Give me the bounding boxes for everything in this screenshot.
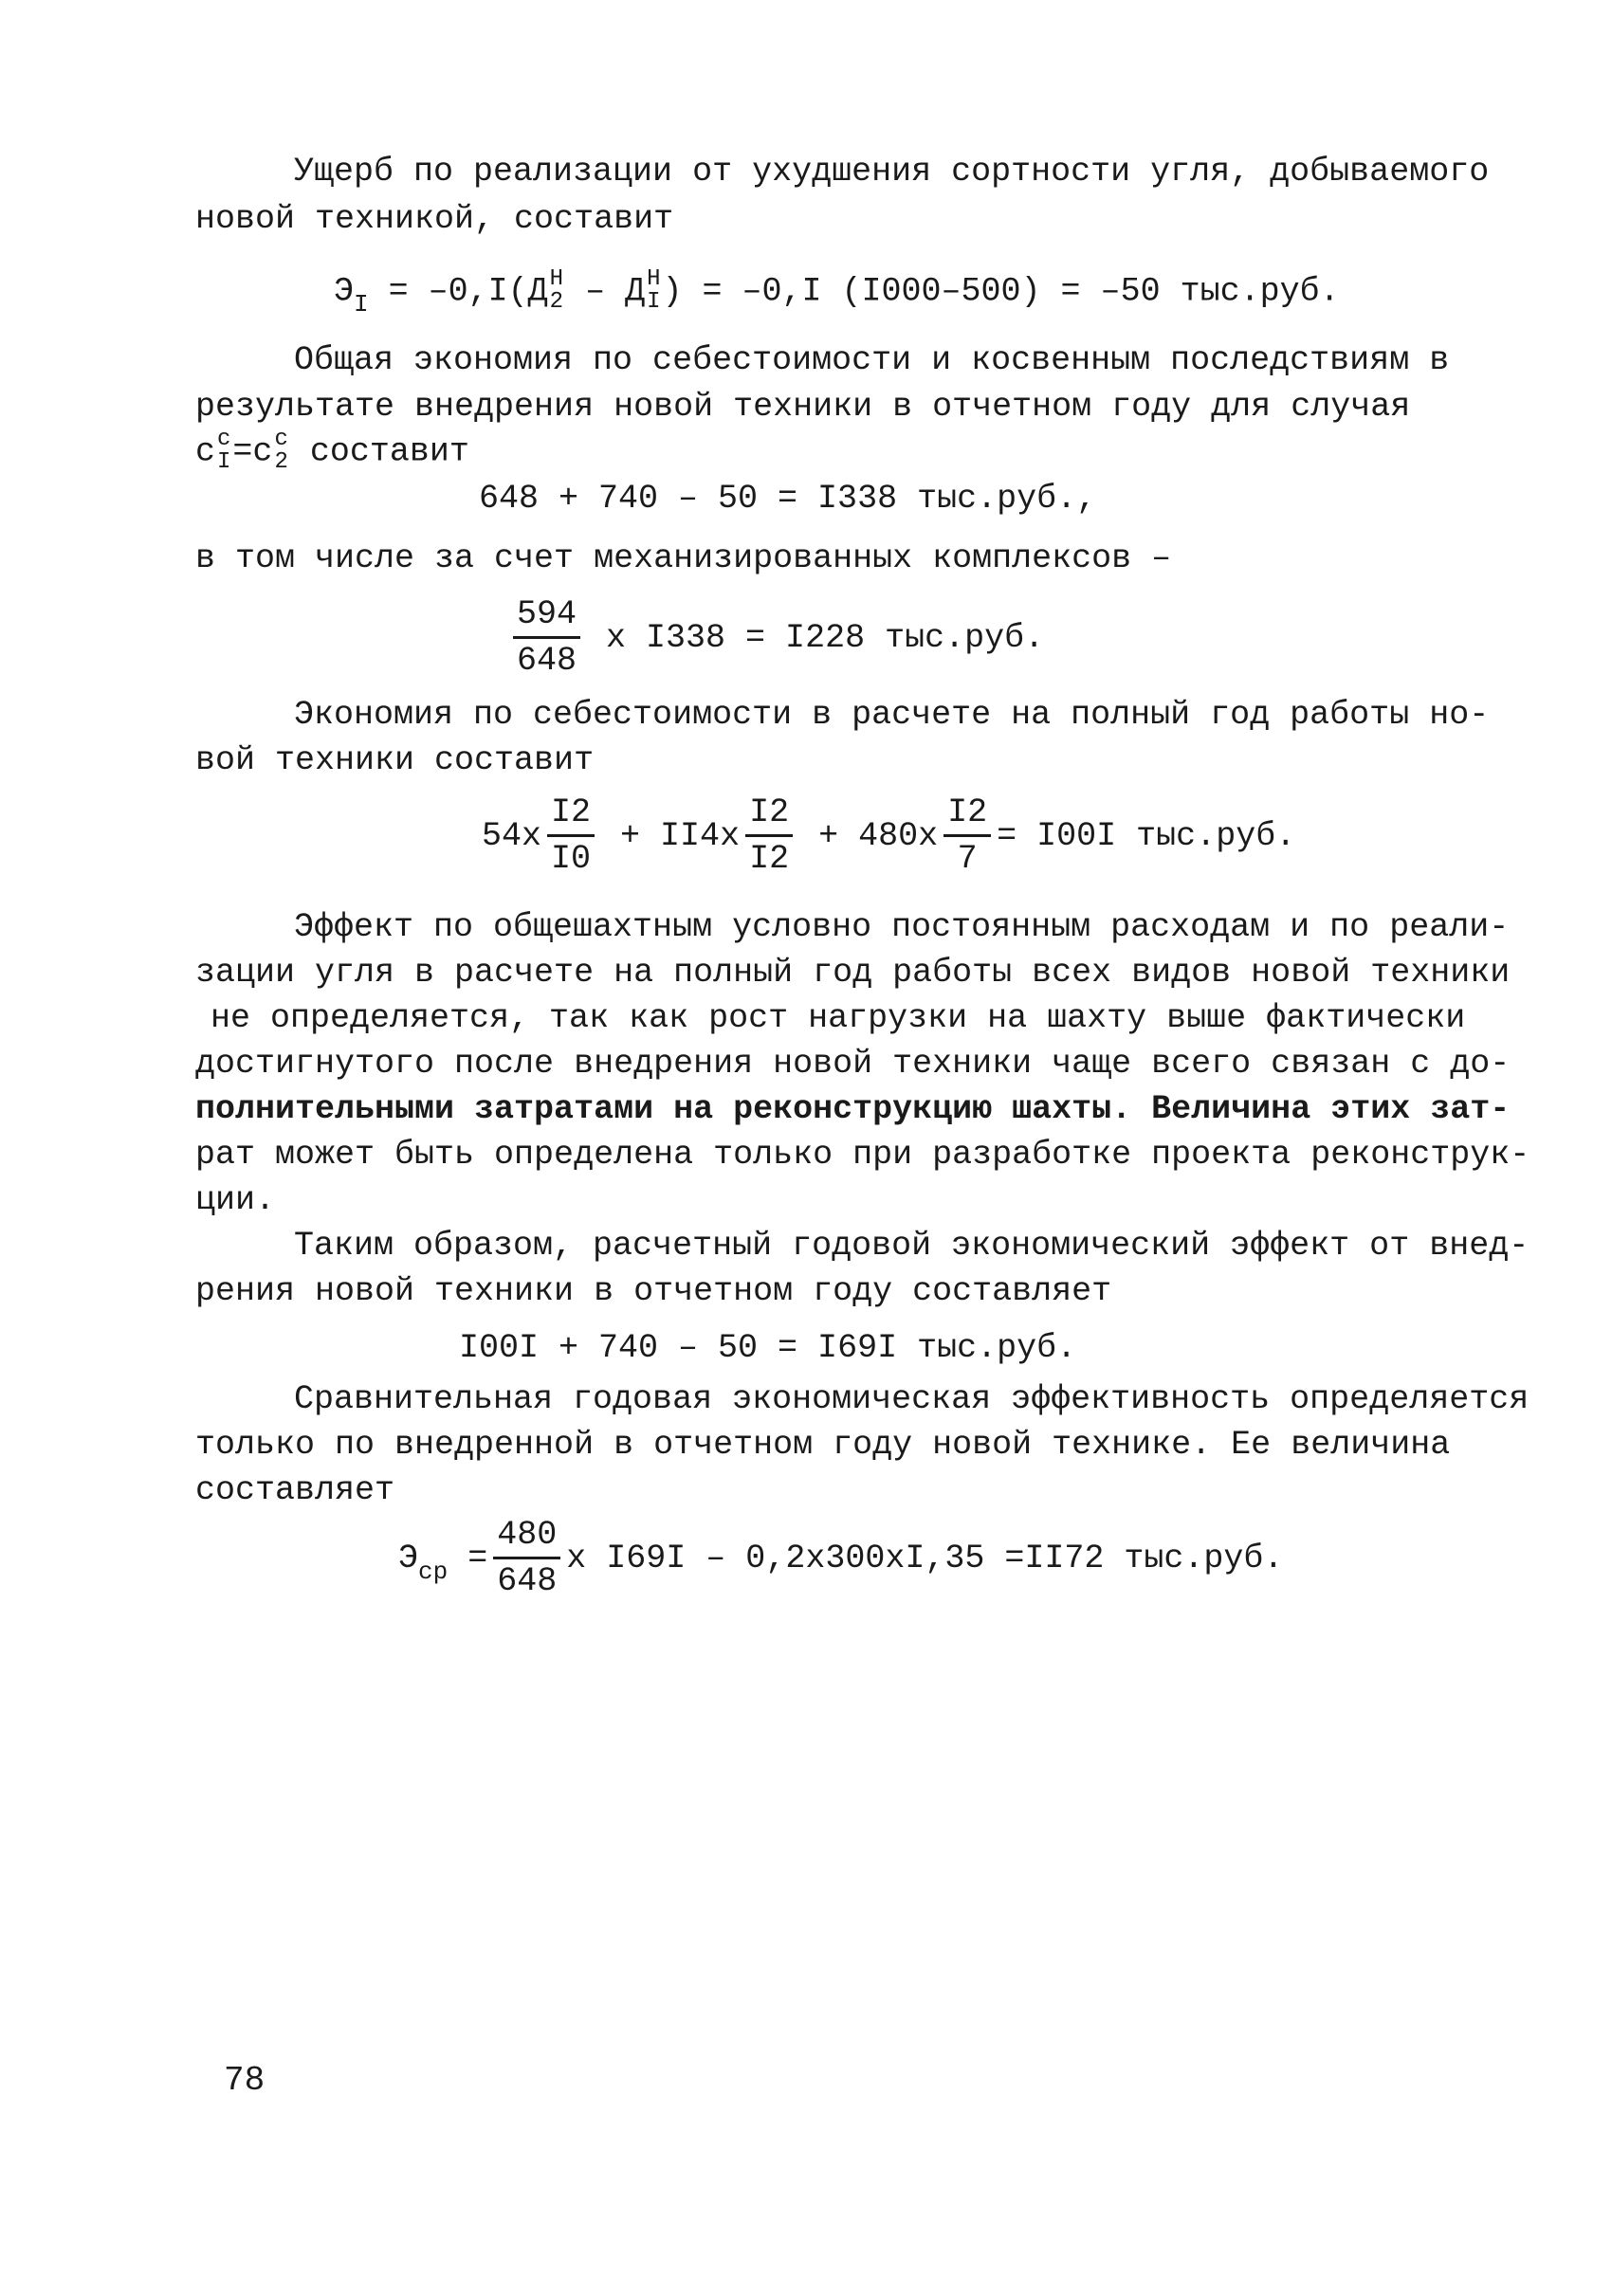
p7-line1: Сравнительная годовая экономическая эффективность определяется [294, 1380, 1530, 1418]
p6-line2: рения новой техники в отчетном году составляет [195, 1272, 1112, 1310]
p7-line2: только по внедренной в отчетном году новой технике. Ее величина [195, 1426, 1451, 1464]
p2-eq: =с [232, 432, 273, 471]
f6-prefix: Э [398, 1539, 419, 1577]
p5-line6: рат может быть определена только при разработке проекта реконструк- [195, 1136, 1530, 1174]
f1-sub: I [354, 290, 369, 319]
f3-fraction [513, 592, 580, 683]
f1-sub2: I [647, 289, 661, 315]
f1-mid: = –0,I(Д [368, 272, 548, 311]
p2-line1: Общая экономия по себестоимости и косвенным последствиям в [294, 341, 1450, 379]
p2-sub2: 2 [274, 449, 288, 475]
f6-fraction [493, 1513, 560, 1603]
p7-line3: составляет [195, 1471, 395, 1509]
f1-supsub-1 [550, 268, 563, 314]
page-number: 78 [224, 2061, 266, 2100]
p2-sup2: с [274, 427, 288, 452]
f1-sup2: Н [647, 266, 661, 292]
f4-c: + 480x [818, 816, 939, 855]
p5-line1: Эффект по общешахтным условно постоянным расходам и по реали- [294, 908, 1510, 946]
formula-4 [482, 791, 1295, 881]
f4-a-den: I0 [551, 840, 592, 878]
f4-b-num: I2 [745, 791, 793, 837]
f6-eq: = [467, 1539, 488, 1577]
p4-line2: вой техники составит [195, 741, 595, 779]
f4-c-den: 7 [957, 840, 978, 878]
f6-sub: ср [418, 1557, 449, 1586]
p5-line5: полнительными затратами на реконструкцию шахты. Величина этих зат- [195, 1090, 1511, 1128]
f1-prefix: Э [334, 272, 355, 311]
formula-1 [334, 266, 1340, 319]
formula-2: 648 + 740 – 50 = I338 тыс.руб., [479, 480, 1097, 518]
p6-line1: Таким образом, расчетный годовой экономический эффект от внед- [294, 1227, 1530, 1265]
p2-sup1: с [217, 427, 231, 452]
f3-den: 648 [517, 642, 577, 680]
f4-a-fraction [547, 791, 595, 881]
f4-a: 54x [482, 816, 542, 855]
f1-tail: ) = –0,I (I000–500) = –50 тыс.руб. [662, 272, 1340, 311]
f4-tail: = I00I тыс.руб. [997, 816, 1296, 855]
formula-3 [507, 592, 1044, 683]
p2-supsub-2 [274, 428, 287, 474]
formula-6 [398, 1513, 1283, 1603]
f3-num: 594 [513, 592, 580, 639]
p1-line2: новой техникой, составит [195, 200, 674, 238]
f1-minus: – Д [565, 272, 646, 311]
p3-line: в том числе за счет механизированных комплексов – [195, 539, 1172, 577]
f6-num: 480 [493, 1513, 560, 1559]
f4-b: + II4x [620, 816, 741, 855]
p2-sub1: I [217, 449, 231, 475]
f4-b-fraction [745, 791, 793, 881]
p2-c: с [195, 432, 216, 471]
p4-line1: Экономия по себестоимости в расчете на полный год работы но- [294, 696, 1490, 734]
p2-line2: результате внедрения новой техники в отчетном году для случая [195, 388, 1411, 426]
p2-line3 [195, 428, 469, 474]
p5-line2: зации угля в расчете на полный год работы всех видов новой техники [195, 954, 1511, 992]
formula-5: I00I + 740 – 50 = I69I тыс.руб. [459, 1329, 1077, 1367]
f6-tail: x I69I – 0,2x300xI,35 =II72 тыс.руб. [566, 1539, 1284, 1577]
p2-line3-tail: составит [289, 432, 469, 471]
p5-line7: ции. [195, 1181, 276, 1219]
f6-den: 648 [497, 1562, 558, 1600]
f4-a-num: I2 [547, 791, 595, 837]
f4-c-num: I2 [943, 791, 991, 837]
f4-c-fraction [943, 791, 991, 881]
f4-b-den: I2 [749, 840, 790, 878]
f1-supsub-2 [647, 268, 660, 314]
f1-sup1: Н [549, 266, 564, 292]
p2-supsub-1 [217, 428, 230, 474]
f3-tail: x I338 = I228 тыс.руб. [606, 618, 1045, 657]
p5-line3: не определяется, так как рост нагрузки на шахту выше фактически [211, 999, 1466, 1037]
f1-sub1: 2 [549, 289, 564, 315]
p1-line1: Ущерб по реализации от ухудшения сортности угля, добываемого [294, 153, 1490, 191]
p5-line4: достигнутого после внедрения новой техники чаще всего связан с до- [195, 1045, 1511, 1083]
